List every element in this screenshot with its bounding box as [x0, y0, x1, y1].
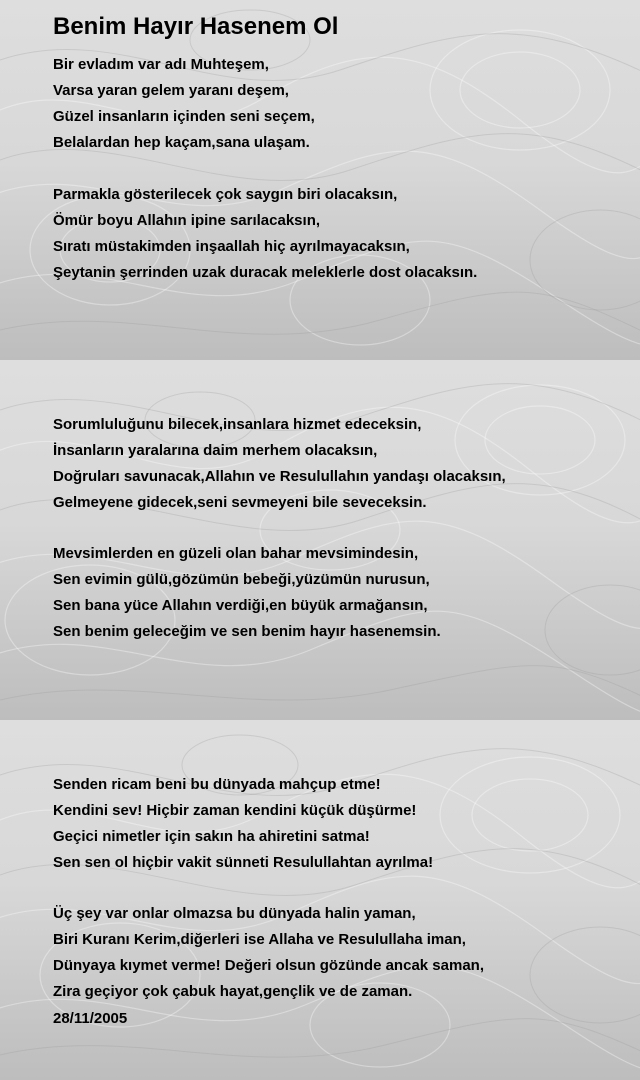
poem-line: İnsanların yaralarına daim merhem olacaksın,	[53, 442, 378, 459]
poem-line: Üç şey var onlar olmazsa bu dünyada halin yaman,	[53, 905, 416, 922]
stanza-6	[53, 901, 484, 1005]
poem-title: Benim Hayır Hasenem Ol	[53, 13, 339, 40]
poem-line: Dünyaya kıymet verme! Değeri olsun gözünde ancak saman,	[53, 957, 484, 974]
poem-line: Zira geçiyor çok çabuk hayat,gençlik ve de zaman.	[53, 983, 413, 1000]
stanza-5	[53, 772, 433, 876]
poem-line: Sen benim geleceğim ve sen benim hayır hasenemsin.	[53, 623, 441, 640]
poem-line: Geçici nimetler için sakın ha ahiretini satma!	[53, 828, 370, 845]
stanza-2	[53, 182, 477, 286]
poem-line: Bir evladım var adı Muhteşem,	[53, 56, 269, 73]
poem-line: Gelmeyene gidecek,seni sevmeyeni bile seveceksin.	[53, 494, 427, 511]
stanza-3	[53, 412, 506, 516]
poem-line: Varsa yaran gelem yaranı deşem,	[53, 82, 289, 99]
poem-line: Kendini sev! Hiçbir zaman kendini küçük düşürme!	[53, 802, 417, 819]
poem-line: Ömür boyu Allahın ipine sarılacaksın,	[53, 212, 321, 229]
poem-line: Güzel insanların içinden seni seçem,	[53, 108, 315, 125]
poem-line: Doğruları savunacak,Allahın ve Resulullahın yandaşı olacaksın,	[53, 468, 506, 485]
poem-line: Şeytanin şerrinden uzak duracak meleklerle dost olacaksın.	[53, 264, 478, 281]
stanza-4	[53, 541, 441, 645]
poem-line: Belalardan hep kaçam,sana ulaşam.	[53, 134, 310, 151]
poem-line: Parmakla gösterilecek çok saygın biri olacaksın,	[53, 186, 398, 203]
poem-line: Mevsimlerden en güzeli olan bahar mevsimindesin,	[53, 545, 419, 562]
poem-line: Sen bana yüce Allahın verdiği,en büyük armağansın,	[53, 597, 428, 614]
poem-line: Sıratı müstakimden inşaallah hiç ayrılmayacaksın,	[53, 238, 410, 255]
stanza-1	[53, 52, 315, 156]
poem-line: Senden ricam beni bu dünyada mahçup etme!	[53, 776, 381, 793]
poem-line: Sorumluluğunu bilecek,insanlara hizmet edeceksin,	[53, 416, 422, 433]
poem-date: 28/11/2005	[53, 1010, 128, 1027]
poem-line: Sen evimin gülü,gözümün bebeği,yüzümün nurusun,	[53, 571, 430, 588]
poem-line: Sen sen ol hiçbir vakit sünneti Resulullahtan ayrılma!	[53, 854, 434, 871]
poem-line: Biri Kuranı Kerim,diğerleri ise Allaha ve Resulullaha iman,	[53, 931, 466, 948]
